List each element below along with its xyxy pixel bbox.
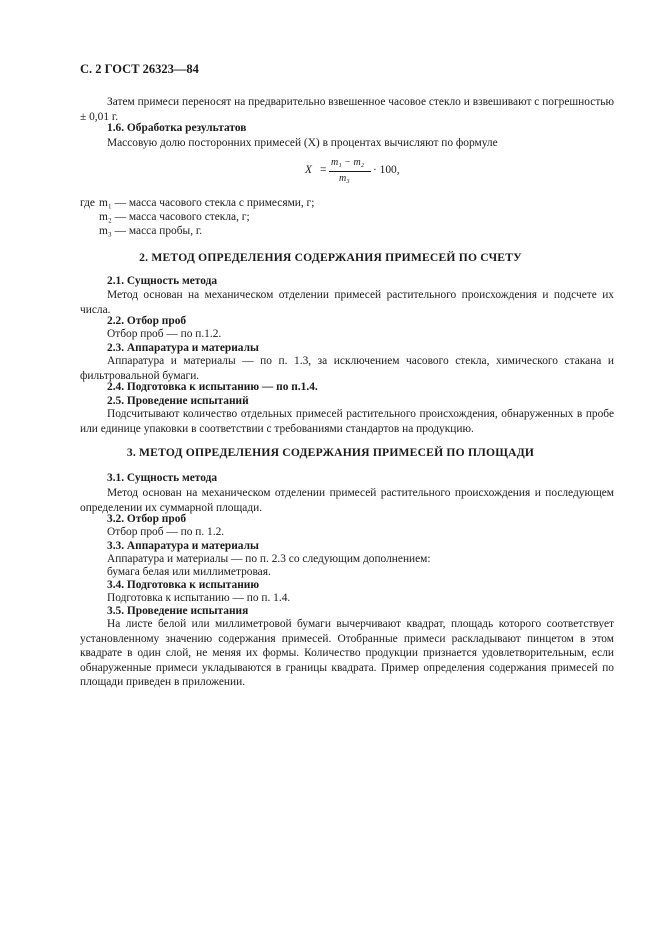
subsection-3-1-text: Метод основан на механическом отделении примесей растительного происхождения и последующем определении их суммарной площади.: [80, 487, 614, 514]
intro-paragraph: Затем примеси переносят на предварительно взвешенное часовое стекло и взвешивают с погрешностью ± 0,01 г.: [80, 96, 614, 123]
subsection-2-4-title: 2.4. Подготовка к испытанию — по п.1.4.: [107, 381, 318, 393]
subsection-2-5-title: 2.5. Проведение испытаний: [107, 395, 249, 407]
page-header: С. 2 ГОСТ 26323—84: [80, 62, 199, 76]
where-m1: m₁ — масса часового стекла с примесями, г;: [99, 197, 315, 209]
subsection-3-5-title: 3.5. Проведение испытания: [107, 605, 249, 617]
where-m3: m₃ — масса пробы, г.: [99, 225, 203, 237]
subsection-3-3-text-2: бумага белая или миллиметровая.: [107, 566, 271, 578]
fraction-bar: [329, 171, 371, 172]
subsection-2-2-text: Отбор проб — по п.1.2.: [107, 328, 222, 340]
where-block: [80, 197, 95, 209]
subsection-1-6-title: 1.6. Обработка результатов: [107, 122, 247, 134]
subsection-3-4-title: 3.4. Подготовка к испытанию: [107, 579, 260, 591]
section-3-title: 3. МЕТОД ОПРЕДЕЛЕНИЯ СОДЕРЖАНИЯ ПРИМЕСЕЙ ПО ПЛОЩАДИ: [126, 446, 535, 459]
where-m2: m₂ — масса часового стекла, г;: [99, 211, 250, 223]
formula-equals: =: [320, 164, 327, 176]
subsection-2-5-text: Подсчитывают количество отдельных примесей растительного происхождения, обнаруженных в пробе или единице упаковки в соответствии с требованиями стандартов на продукцию.: [80, 408, 614, 435]
formula-multiplier: · 100,: [373, 164, 400, 176]
subsection-2-2-title: 2.2. Отбор проб: [107, 315, 187, 327]
formula-denominator: m₃: [339, 173, 350, 184]
formula: [305, 157, 415, 189]
subsection-3-3-title: 3.3. Аппаратура и материалы: [107, 540, 259, 552]
subsection-3-5-text: На листе белой или миллиметровой бумаги вычерчивают квадрат, площадь которого соответствует установленному значению содержания примесей. Отобранные примеси раскладывают пинцетом в этом квадрате в один слой, не меняя их формы. Количество продукции признается удовлетворительным, если обнаруженные примеси укладываются в границы квадрата. Пример определения содержания примесей по площади приведен в приложении.: [80, 618, 614, 688]
subsection-1-6-text: Массовую долю посторонних примесей (X) в процентах вычисляют по формуле: [107, 137, 498, 149]
formula-lhs: X: [305, 164, 312, 176]
where-lead: где: [80, 197, 95, 209]
subsection-2-1-title: 2.1. Сущность метода: [107, 275, 218, 287]
subsection-3-3-text-1: Аппаратура и материалы — по п. 2.3 со следующим дополнением:: [107, 553, 431, 565]
subsection-3-2-title: 3.2. Отбор проб: [107, 513, 187, 525]
subsection-3-1-title: 3.1. Сущность метода: [107, 472, 218, 484]
subsection-3-4-text: Подготовка к испытанию — по п. 1.4.: [107, 592, 291, 604]
subsection-2-1-text: Метод основан на механическом отделении примесей растительного происхождения и подсчете их числа.: [80, 289, 614, 316]
subsection-3-2-text: Отбор проб — по п. 1.2.: [107, 526, 225, 538]
section-2-title: 2. МЕТОД ОПРЕДЕЛЕНИЯ СОДЕРЖАНИЯ ПРИМЕСЕЙ ПО СЧЕТУ: [139, 251, 522, 264]
subsection-2-3-title: 2.3. Аппаратура и материалы: [107, 342, 259, 354]
subsection-2-3-text: Аппаратура и материалы — по п. 1.3, за исключением часового стекла, химического стакана и фильтровальной бумаги.: [80, 355, 614, 382]
formula-numerator: m₁ − m₂: [331, 157, 365, 168]
